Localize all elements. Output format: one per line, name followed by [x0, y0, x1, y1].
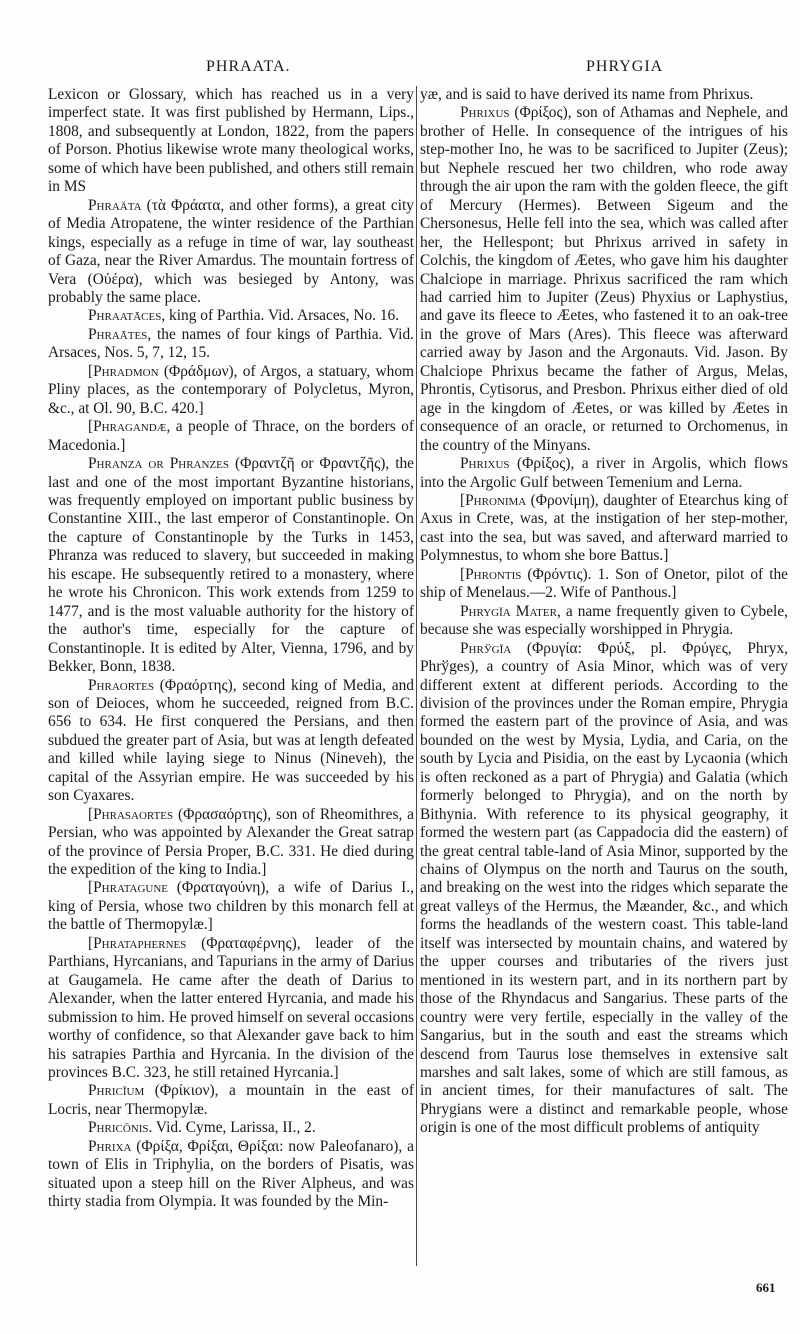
dictionary-entry	[48, 363, 414, 418]
entry-text: (Φραταγούνη), a wife of Darius I., king of Persia, whose two children by this monarch fell at the battle of Thermopylæ.]	[48, 879, 414, 934]
entry-headword: Phrixus	[460, 104, 510, 122]
entry-headword: Phricĭum	[88, 1082, 145, 1100]
entry-text: (Φραντζῆ or Φραντζῆς), the last and one of the most important Byzantine historians, was frequently employed on important public business by Constantine XIII., the last emperor of Constantinople. On the capture of Constantinople by the Turks in 1453, Phranza was reduced to slavery, but succeeded in making his escape. He subsequently retired to a monastery, where he wrote his Chronicon. This work extends from 1259 to 1477, and is the most valuable authority for the history of the author's time, especially for the capture of Constantinople. It is edited by Alter, Vienna, 1796, and by Bekker, Bonn, 1838.	[48, 455, 415, 676]
dictionary-entry	[48, 326, 414, 363]
page-number: 661	[756, 1280, 776, 1295]
dictionary-entry	[420, 640, 788, 1138]
entry-text: , the names of four kings of Parthia. Vid. Arsaces, Nos. 5, 7, 12, 15.	[48, 325, 414, 362]
entry-headword: Phraatāces	[88, 307, 162, 325]
running-head	[48, 58, 758, 78]
entry-headword: [Phronima	[460, 491, 527, 509]
entry-headword: Phraortes	[88, 676, 154, 694]
dictionary-entry	[420, 566, 788, 603]
entry-headword: Phrixus	[460, 455, 510, 473]
entry-headword: Phranza or Phranzes	[88, 455, 229, 473]
continued-entry	[420, 86, 788, 104]
continued-entry	[48, 86, 414, 197]
dictionary-entry	[48, 879, 414, 934]
entry-headword: Phraātes	[88, 325, 148, 343]
entry-text: Vid. Cyme, Larissa, II., 2.	[152, 1119, 316, 1137]
running-head-right: PHRYGIA	[586, 58, 664, 75]
entry-headword: [Phradmon	[88, 362, 159, 380]
entry-text: yæ, and is said to have derived its name from Phrixus.	[420, 86, 754, 103]
dictionary-entry	[48, 1082, 414, 1119]
entry-text: , a name frequently given to Cybele, because she was especially worshipped in Phrygia.	[420, 602, 788, 639]
right-column	[420, 86, 788, 1138]
entry-text: (Φρίξος), a river in Argolis, which flows into the Argolic Gulf between Temenium and Lerna.	[420, 455, 788, 491]
entry-text: Lexicon or Glossary, which has reached us in a very imperfect state. It was first published by Hermann, Lips., 1808, and subsequently at London, 1822, from the papers of Porson. Photius likewise wrote many theological works, some of which have been published, and others still remain in MS	[48, 86, 414, 196]
dictionary-entry	[420, 104, 788, 455]
entry-headword: [Phrontis	[460, 565, 522, 583]
dictionary-entry	[420, 455, 788, 492]
dictionary-entry	[48, 935, 414, 1083]
dictionary-entry	[420, 492, 788, 566]
entry-text: (Φρασαόρτης), son of Rheomithres, a Persian, who was appointed by Alexander the Great satrap of the province of Persia Proper, B.C. 331. He died during the expedition of the king to India.]	[48, 805, 414, 879]
entry-text: (Φρόντις). 1. Son of Onetor, pilot of the ship of Menelaus.—2. Wife of Panthous.]	[420, 565, 788, 602]
dictionary-entry	[48, 307, 414, 325]
entry-text: (Φρυγία: Φρύξ, pl. Φρύγες, Phryx, Phrўges), a country of Asia Minor, which was of very different extent at different periods. According to the division of the provinces under the Roman empire, Phrygia formed the eastern part of the province of Asia, and was bounded on the west by Mysia, Lydia, and Caria, on the south by Lycia and Pisidia, on the east by Lycaonia (which is often reckoned as a part of Phrygia) and Galatia (which formerly belonged to Phrygia), and on the north by Bithynia. With reference to its physical geography, it formed the western part (as Cappadocia did the eastern) of the great central table-land of Asia Minor, supported by the chains of Olympus on the north and Taurus on the south, and breaking on the west into the ridges which separate the great valleys of the Hermus, the Mæander, &c., and which forms the headlands of the western coast. This table-land itself was intersected by mountain chains, and watered by the upper courses and tributaries of the rivers just mentioned in its western part, and in its northern part by those of the Rhyndacus and Sangarius. These parts of the country were very fertile, especially in the valley of the Sangarius, but in the south and east the streams which descend from Taurus lose themselves in extensive salt marshes and salt lakes, some of which are still famous, as in ancient times, for their manufactures of salt. The Phrygians were a distinct and remarkable people, whose origin is one of the most difficult problems of antiquity	[420, 639, 788, 1137]
dictionary-entry	[48, 455, 414, 676]
entry-headword: [Phrasaortes	[88, 805, 174, 823]
entry-text: (τὰ Φράατα, and other forms), a great city of Media Atropatene, the winter residence of the Parthian kings, especially as a refuge in time of war, lay southeast of Gaza, near the River Amardus. The mountain fortress of Vera (Οὐέρα), which was besieged by Antony, was probably the same place.	[48, 196, 414, 306]
entry-text: (Φρίξα, Φρίξαι, Θρίξαι: now Paleofanaro), a town of Elis in Triphylia, on the borders of Pisatis, was situated upon a steep hill on the River Alpheus, and was thirty stadia from Olympia. It was founded by the Min-	[48, 1137, 414, 1211]
dictionary-entry	[48, 806, 414, 880]
entry-text: (Φρίκιον), a mountain in the east of Locris, near Thermopylæ.	[48, 1082, 414, 1118]
entry-headword: Phrygĭa Mater	[460, 602, 557, 620]
dictionary-entry	[48, 418, 414, 455]
entry-text: , king of Parthia. Vid. Arsaces, No. 16.	[161, 307, 400, 325]
dictionary-entry	[420, 603, 788, 640]
entry-text: , a people of Thrace, on the borders of Macedonia.]	[48, 418, 414, 454]
entry-text: (Φραόρτης), second king of Media, and son of Deioces, whom he succeeded, reigned from B.C. 656 to 634. He first conquered the Persians, and then subdued the greater part of Asia, but was at length defeated and killed while laying siege to Ninus (Nineveh), the capital of the Assyrian empire. He was succeeded by his son Cyaxares.	[48, 676, 414, 805]
entry-headword: [Phragandæ	[88, 418, 167, 436]
dictionary-entry	[48, 197, 414, 308]
entry-text: (Φράδμων), of Argos, a statuary, whom Pliny places, as the contemporary of Polycletus, Myron, &c., at Ol. 90, B.C. 420.]	[48, 362, 414, 417]
entry-headword: Phraäta	[88, 196, 142, 214]
entry-headword: Phricōnis.	[88, 1119, 153, 1137]
column-divider	[416, 86, 417, 1266]
left-column	[48, 86, 414, 1212]
running-head-left: PHRAATA.	[206, 58, 291, 75]
entry-headword: Phrўgĭa	[460, 639, 512, 657]
dictionary-entry	[48, 1138, 414, 1212]
entry-text: (Φρονίμη), daughter of Etearchus king of Axus in Crete, was, at the instigation of her step-mother, cast into the sea, but was saved, and afterward married to Polymnestus, to whom she bore Battus.]	[420, 491, 788, 565]
dictionary-entry	[48, 1119, 414, 1137]
entry-headword: [Phrataphernes	[88, 934, 187, 952]
entry-headword: [Phratagune	[88, 879, 169, 897]
dictionary-entry	[48, 677, 414, 806]
entry-text: (Φρίξος), son of Athamas and Nephele, and brother of Helle. In consequence of the intrigues of his step-mother Ino, he was to be sacrificed to Jupiter (Zeus); but Nephele rescued her two children, who rode away through the air upon the ram with the golden fleece, the gift of Mercury (Hermes). Between Sigeum and the Chersonesus, Helle fell into the sea, which was called after her, the Hellespont; but Phrixus arrived in safety in Colchis, the kingdom of Æetes, who gave him his daughter Chalciope in marriage. Phrixus sacrificed the ram which had carried him to Jupiter (Zeus) Phyxius or Laphystius, and gave its fleece to Æetes, who fastened it to an oak-tree in the grove of Mars (Ares). This fleece was afterward carried away by Jason and the Argonauts. Vid. Jason. By Chalciope Phrixus became the father of Argus, Melas, Phrontis, Cytisorus, and Presbon. Phrixus either died of old age in the kingdom of Æetes, or was killed by Æetes in consequence of an oracle, or returned to Orchomenus, in the country of the Minyans.	[420, 104, 788, 454]
entry-text: (Φραταφέρνης), leader of the Parthians, Hyrcanians, and Tapurians in the army of Darius at Gaugamela. He came after the death of Darius to Alexander, when the latter entered Hyrcania, and made his submission to him. He proved himself on several occasions worthy of confidence, so that Alexander gave back to him his satrapies Parthia and Hyrcania. In the division of the provinces B.C. 323, he still retained Hyrcania.]	[48, 934, 414, 1082]
entry-headword: Phrixa	[88, 1137, 132, 1155]
